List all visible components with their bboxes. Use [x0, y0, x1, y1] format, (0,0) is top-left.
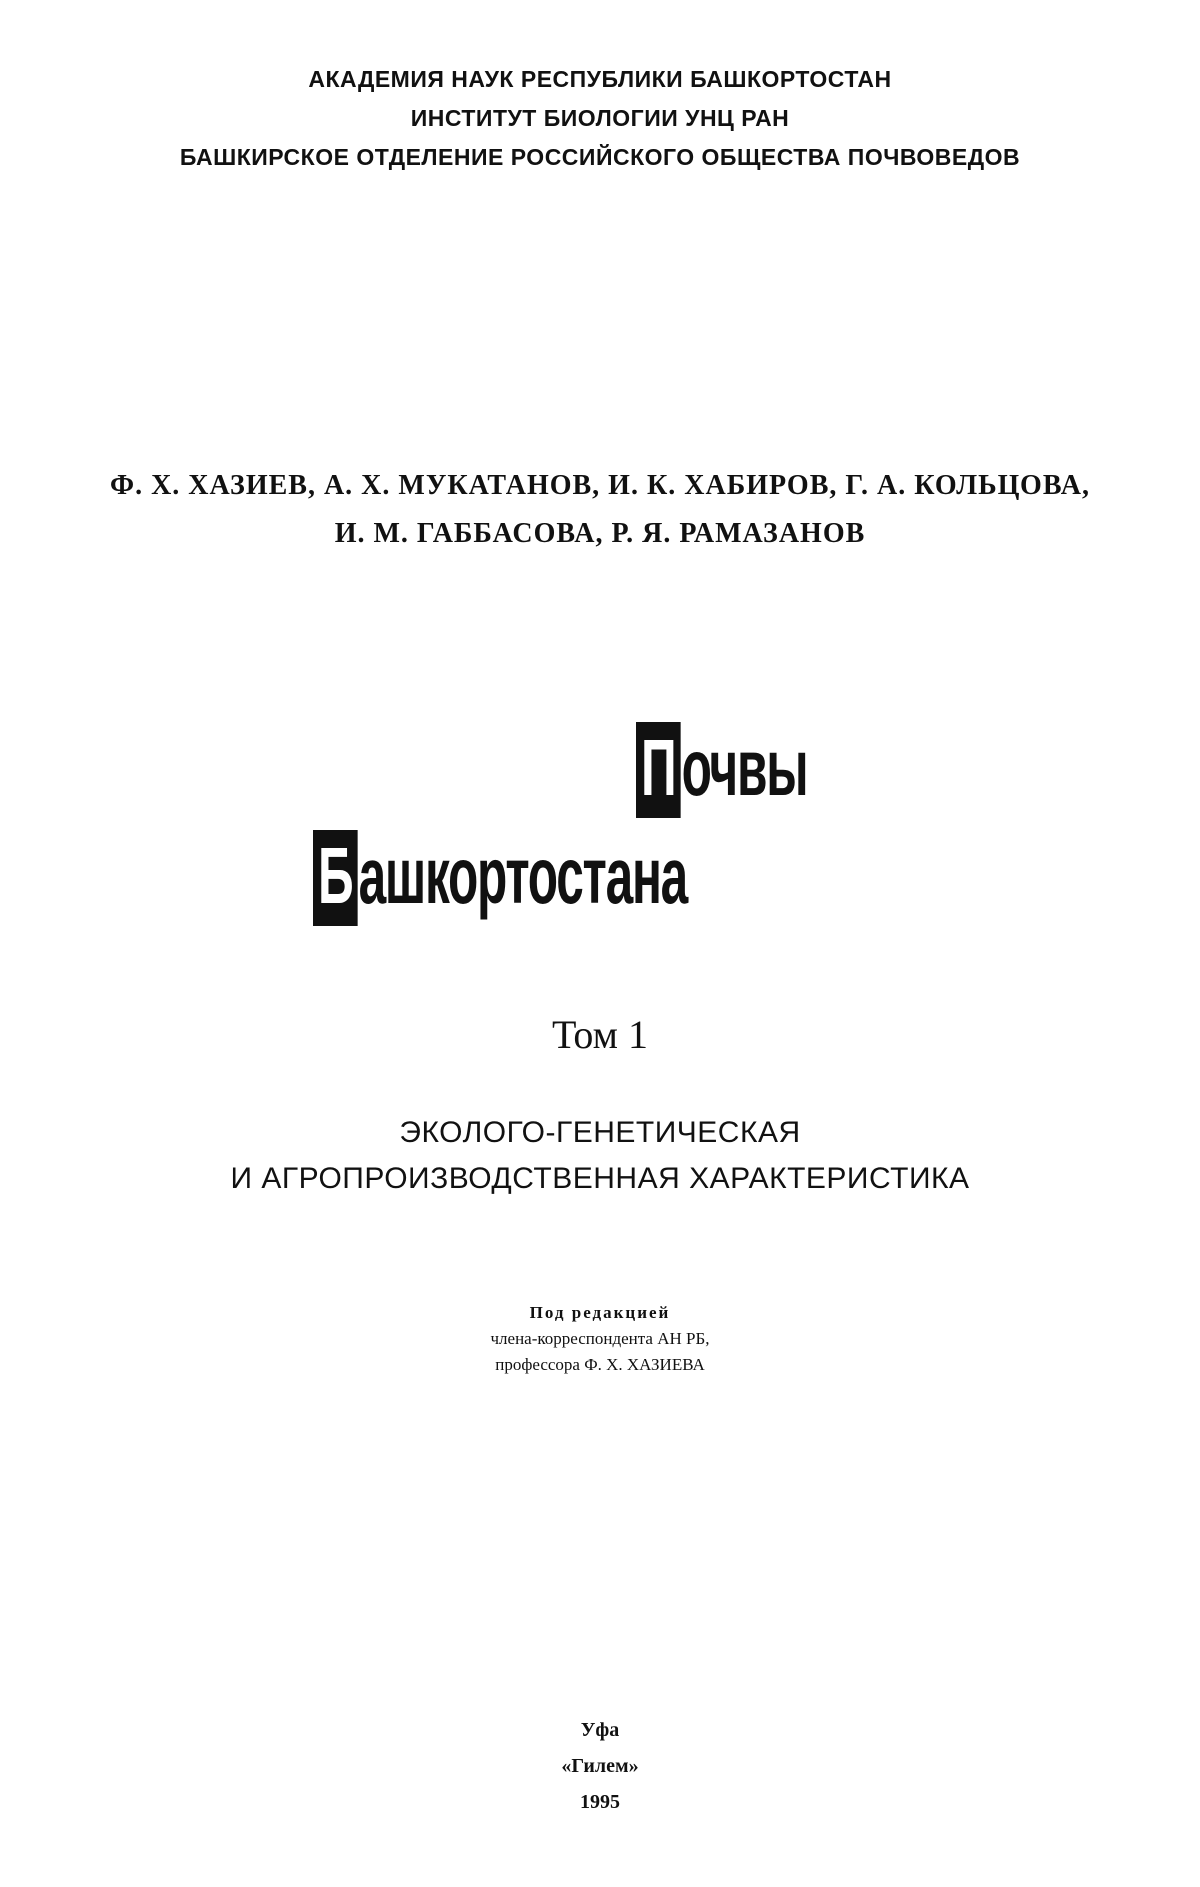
subtitle [0, 1110, 1200, 1202]
editor-credit [0, 1300, 1200, 1378]
title-line-1 [636, 722, 807, 818]
title-initial-p: П [636, 722, 680, 818]
imprint-publisher: «Гилем» [561, 1755, 639, 1777]
authors-line-2: И. М. ГАББАСОВА, Р. Я. РАМАЗАНОВ [334, 518, 866, 549]
volume-label: Том 1 [552, 1012, 648, 1057]
institution-society: БАШКИРСКОЕ ОТДЕЛЕНИЕ РОССИЙСКОГО ОБЩЕСТВА ПОЧВОВЕДОВ [179, 144, 1021, 170]
imprint [0, 1712, 1200, 1820]
editor-line-1: Под редакцией [529, 1303, 671, 1322]
imprint-year: 1995 [580, 1791, 620, 1813]
institution-biology: ИНСТИТУТ БИОЛОГИИ УНЦ РАН [410, 105, 790, 131]
editor-line-3: профессора Ф. Х. ХАЗИЕВА [495, 1355, 705, 1374]
institutions [0, 60, 1200, 177]
authors-line-1: Ф. Х. ХАЗИЕВ, А. Х. МУКАТАНОВ, И. К. ХАБИРОВ, Г. А. КОЛЬЦОВА, [110, 470, 1090, 501]
subtitle-line-1: ЭКОЛОГО-ГЕНЕТИЧЕСКАЯ [399, 1116, 801, 1149]
title-word-2-rest: ашкортостана [358, 831, 688, 920]
editor-line-2: члена-корреспондента АН РБ, [490, 1329, 710, 1348]
title-word-1-rest: очвы [681, 723, 808, 812]
subtitle-line-2: И АГРОПРОИЗВОДСТВЕННАЯ ХАРАКТЕРИСТИКА [230, 1162, 970, 1195]
title-initial-b: Б [313, 830, 357, 926]
imprint-city: Уфа [580, 1719, 620, 1741]
authors [0, 462, 1200, 558]
title-line-2 [313, 830, 687, 926]
institution-academy: АКАДЕМИЯ НАУК РЕСПУБЛИКИ БАШКОРТОСТАН [308, 66, 892, 92]
